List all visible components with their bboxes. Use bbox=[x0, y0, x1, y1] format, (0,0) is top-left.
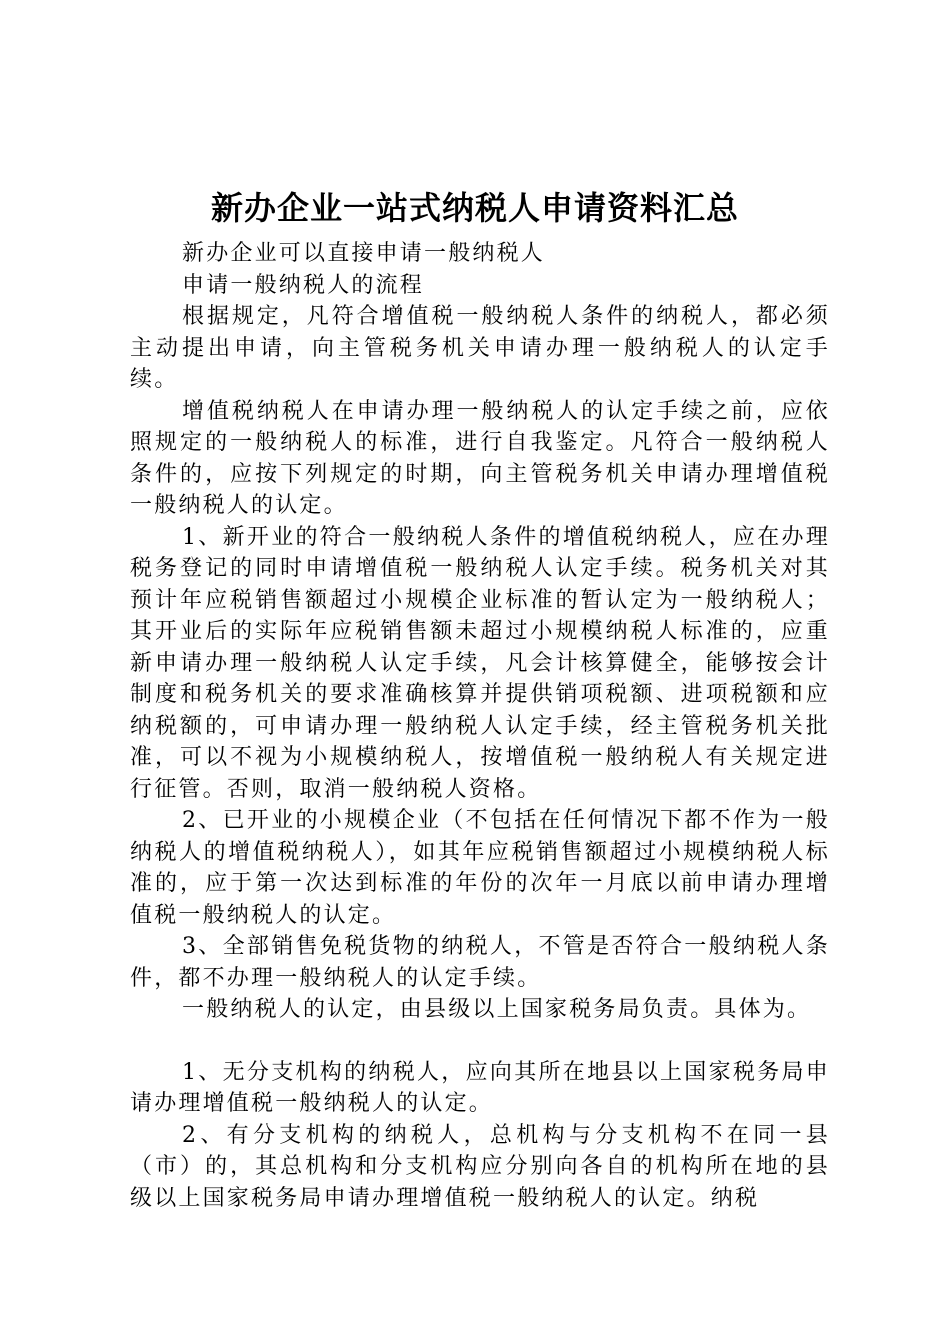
document-title: 新办企业一站式纳税人申请资料汇总 bbox=[210, 189, 739, 227]
paragraph: 1、无分支机构的纳税人，应向其所在地县以上国家税务局申请办理增值税一般纳税人的认定。 bbox=[130, 1059, 830, 1116]
paragraph: 申请一般纳税人的流程 bbox=[182, 272, 425, 298]
paragraph: 2、已开业的小规模企业（不包括在任何情况下都不作为一般纳税人的增值税纳税人），如其年应税销售额超过小规模纳税人标准的，应于第一次达到标准的年份的次年一月底以前申请办理增值税一般纳税人的认定。 bbox=[130, 808, 830, 928]
paragraph: 3、全部销售免税货物的纳税人，不管是否符合一般纳税人条件，都不办理一般纳税人的认定手续。 bbox=[130, 934, 830, 991]
paragraph: 一般纳税人的认定，由县级以上国家税务局负责。具体为。 bbox=[182, 997, 812, 1022]
paragraph: 增值税纳税人在申请办理一般纳税人的认定手续之前，应依照规定的一般纳税人的标准，进行自我鉴定。凡符合一般纳税人条件的，应按下列规定的时期，向主管税务机关申请办理增值税一般纳税人的认定。 bbox=[130, 398, 830, 518]
paragraph: 1、新开业的符合一般纳税人条件的增值税纳税人，应在办理税务登记的同时申请增值税一般纳税人认定手续。税务机关对其预计年应税销售额超过小规模企业标准的暂认定为一般纳税人；其开业后的实际年应税销售额未超过小规模纳税人标准的，应重新申请办理一般纳税人认定手续，凡会计核算健全，能够按会计制度和税务机关的要求准确核算并提供销项税额、进项税额和应纳税额的，可申请办理一般纳税人认定手续，经主管税务机关批准，可以不视为小规模纳税人，按增值税一般纳税人有关规定进行征管。否则，取消一般纳税人资格。 bbox=[130, 524, 830, 802]
paragraph: 根据规定，凡符合增值税一般纳税人条件的纳税人，都必须主动提出申请，向主管税务机关申请办理一般纳税人的认定手续。 bbox=[130, 304, 830, 392]
document-body bbox=[130, 238, 830, 1214]
paragraph: 新办企业可以直接申请一般纳税人 bbox=[182, 241, 546, 266]
paragraph: 2、有分支机构的纳税人，总机构与分支机构不在同一县（市）的，其总机构和分支机构应分别向各自的机构所在地的县级以上国家税务局申请办理增值税一般纳税人的认定。纳税 bbox=[130, 1122, 830, 1211]
